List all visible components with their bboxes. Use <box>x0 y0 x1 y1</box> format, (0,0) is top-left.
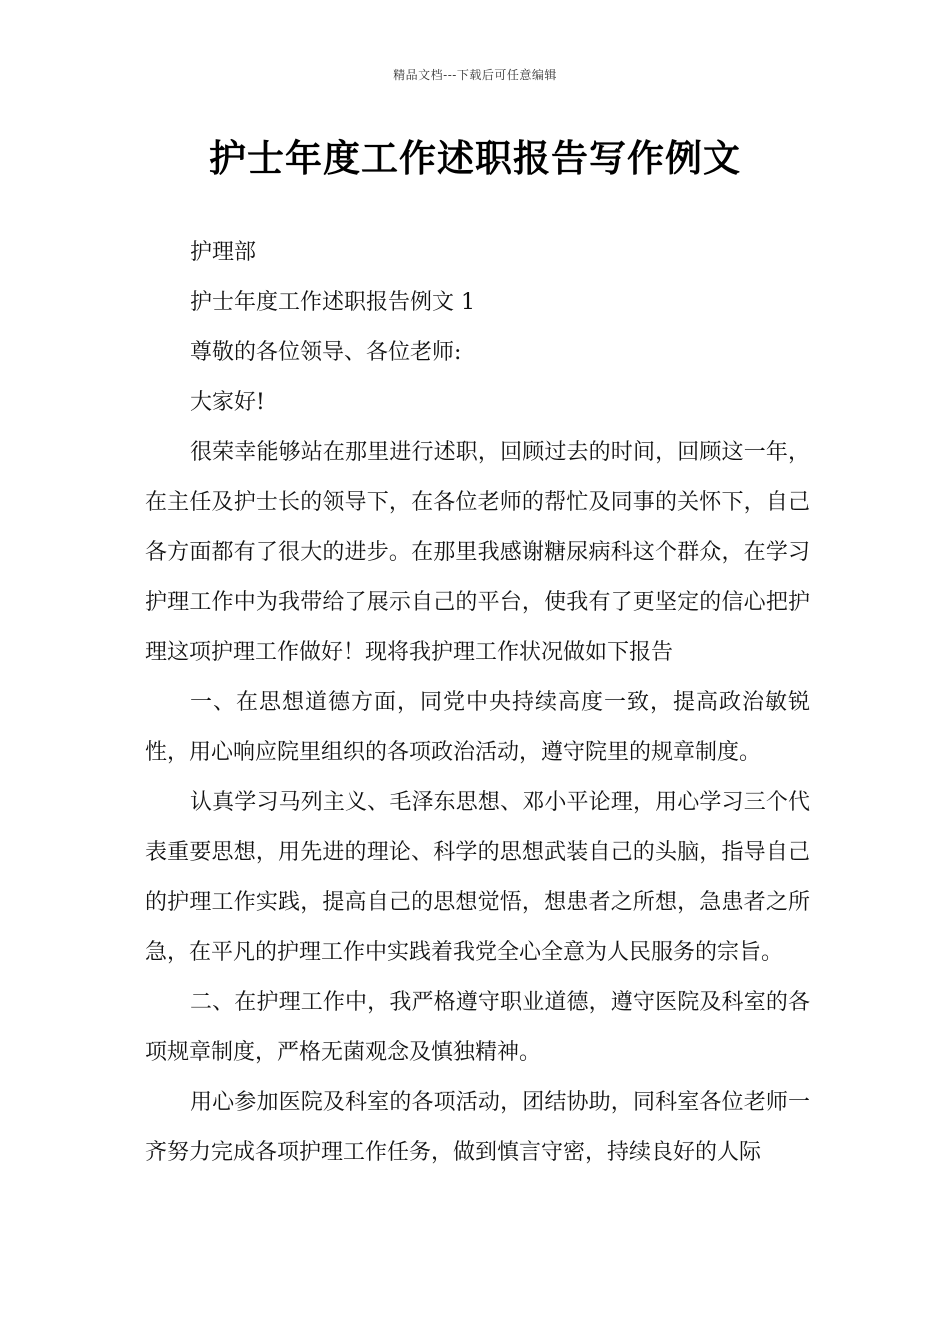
paragraph-department: 护理部 <box>190 240 257 265</box>
paragraph-section-2: 二、在护理工作中，我严格遵守职业道德，遵守医院及科室的各项规章制度，严格无菌观念及慎独精神。 <box>145 990 810 1065</box>
paragraph-subtitle: 护士年度工作述职报告例文 1 <box>190 290 475 315</box>
paragraph-salutation: 尊敬的各位领导、各位老师: <box>190 340 462 365</box>
paragraph-activities: 用心参加医院及科室的各项活动，团结协助，同科室各位老师一齐努力完成各项护理工作任务，做到慎言守密，持续良好的人际 <box>145 1090 810 1165</box>
header-note: 精品文档---下载后可任意编辑 <box>393 68 557 82</box>
document-title: 护士年度工作述职报告写作例文 <box>209 137 741 180</box>
paragraph-study: 认真学习马列主义、毛泽东思想、邓小平论理，用心学习三个代表重要思想，用先进的理论、科学的思想武装自己的头脑，指导自己的护理工作实践，提高自己的思想觉悟，想患者之所想，急患者之所急，在平凡的护理工作中实践着我党全心全意为人民服务的宗旨。 <box>145 790 810 965</box>
paragraph-intro: 很荣幸能够站在那里进行述职，回顾过去的时间，回顾这一年，在主任及护士长的领导下，在各位老师的帮忙及同事的关怀下，自己各方面都有了很大的进步。在那里我感谢糖尿病科这个群众，在学习护理工作中为我带给了展示自己的平台，使我有了更坚定的信心把护理这项护理工作做好！现将我护理工作状况做如下报告 <box>145 440 810 665</box>
paragraph-section-1: 一、在思想道德方面，同党中央持续高度一致，提高政治敏锐性，用心响应院里组织的各项政治活动，遵守院里的规章制度。 <box>145 690 810 765</box>
paragraph-greeting: 大家好! <box>190 390 265 415</box>
document-body <box>145 228 810 1178</box>
